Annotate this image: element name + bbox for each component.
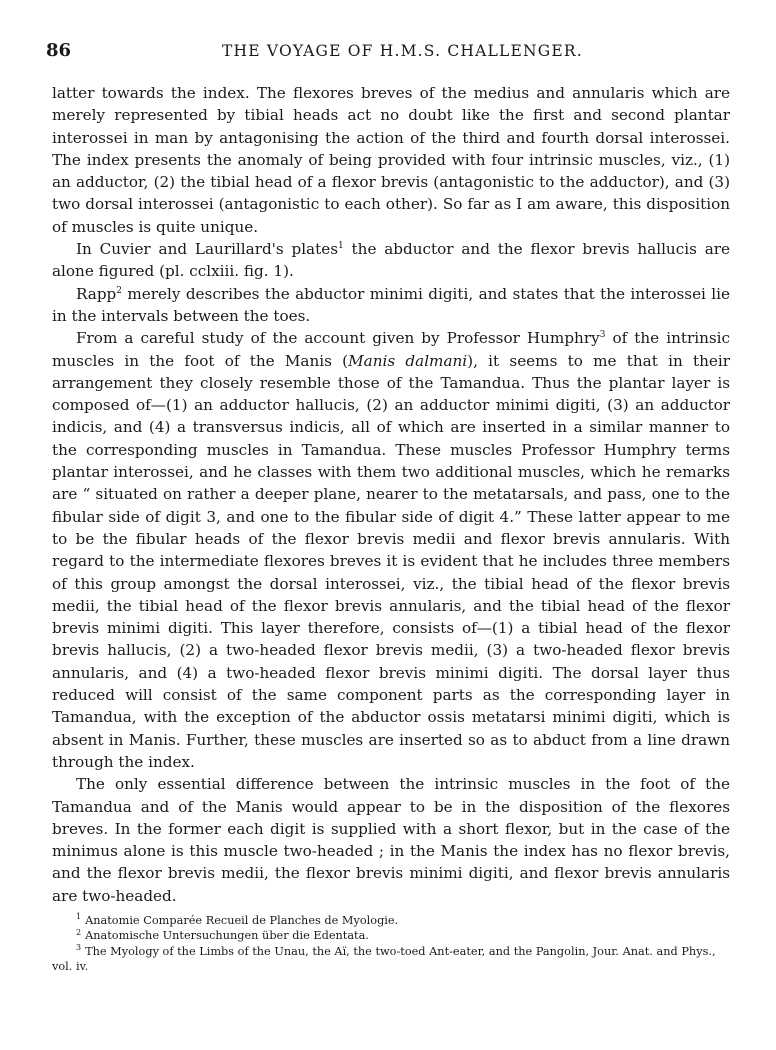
paragraph-text: The only essential difference between the intrinsic muscles in the foot of the Tamandua and of the Manis would appear to be in the disposition of the flexores breves. In the former each digit is supplied with a short flexor, but in the case of the minimus alone is this muscle two-headed ; in the Manis the index has no flexor brevis, and the flexor brevis medii, the flexor brevis minimi digiti, and flexor brevis annularis are two-headed. bbox=[52, 775, 730, 905]
footnote-mark: 1 bbox=[76, 912, 82, 922]
footnotes bbox=[46, 913, 730, 974]
page bbox=[46, 40, 730, 974]
footnote-mark: 2 bbox=[76, 927, 82, 937]
paragraph-4 bbox=[52, 327, 730, 773]
paragraph-text: latter towards the index. The flexores breves of the medius and annularis which are merely represented by tibial heads act no doubt like the first and second plantar interossei in man by antagonising the action of the third and fourth dorsal interossei. The index presents the anomaly of being provided with four intrinsic muscles, viz., (1) an adductor, (2) the tibial head of a flexor brevis (antagonistic to the adductor), and (3) two dorsal interossei (antagonistic to each other). So far as I am aware, this disposition of muscles is quite unique. bbox=[52, 84, 730, 236]
paragraph-text: the abductor and the flexor brevis hallucis are alone figured (pl. cclxiii. fig. 1). bbox=[52, 240, 730, 281]
body-text bbox=[46, 82, 730, 907]
footnote-text: Anatomische Untersuchungen über die Edentata. bbox=[85, 929, 369, 943]
footnote-mark: 3 bbox=[76, 942, 82, 952]
footnote-text: Anatomie Comparée Recueil de Planches de Myologie. bbox=[85, 913, 399, 927]
paragraph-text: Rapp bbox=[76, 284, 117, 303]
paragraph-3 bbox=[52, 283, 730, 328]
footnote-ref-1: 1 bbox=[338, 241, 344, 252]
running-title: THE VOYAGE OF H.M.S. CHALLENGER. bbox=[222, 42, 583, 60]
paragraph-text: merely describes the abductor minimi digiti, and states that the interossei lie in the intervals between the toes. bbox=[52, 284, 730, 325]
paragraph-text: In Cuvier and Laurillard's plates bbox=[76, 240, 338, 259]
footnote-2 bbox=[52, 928, 730, 943]
paragraph-text: of the intrinsic muscles in the foot of the Manis ( bbox=[52, 329, 731, 370]
page-header bbox=[46, 40, 730, 68]
footnote-ref-2: 2 bbox=[116, 285, 123, 296]
footnote-3 bbox=[52, 944, 730, 975]
footnote-1 bbox=[52, 913, 730, 928]
page-number: 86 bbox=[46, 40, 72, 61]
paragraph-text: ), it seems to me that in their arrangement they closely resemble those of the Tamandua. Thus the plantar layer is composed of—(1) an adductor hallucis, (2) an adductor minimi digiti, (3) an adductor indicis, and (4) a transversus indicis, all of which are inserted in a similar manner to the corresponding muscles in Tamandua. These muscles Professor Humphry terms plantar interossei, and he classes with them two additional muscles, which he remarks are “ situated on rather a deeper plane, nearer to the metatarsals, and pass, one to the fibular side of digit 3, and one to the fibular side of digit 4.” These latter appear to me to be the fibular heads of the flexor brevis medii and flexor brevis annularis. With regard to the intermediate flexores breves it is evident that he includes three members of this group amongst the dorsal interossei, viz., the tibial head of the flexor brevis medii, the tibial head of the flexor brevis annularis, and the tibial head of the flexor brevis minimi digiti. This layer therefore, consists of—(1) a tibial head of the flexor brevis hallucis, (2) a two-headed flexor brevis medii, (3) a two-headed flexor brevis annularis, and (4) a two-headed flexor brevis minimi digiti. The dorsal layer thus reduced will consist of the same component parts as the corresponding layer in Tamandua, with the exception of the abductor ossis metatarsi minimi digiti, which is absent in Manis. Further, these muscles are inserted so as to abduct from a line drawn through the index. bbox=[52, 351, 730, 771]
species-name: Manis dalmani bbox=[348, 351, 468, 370]
paragraph-5 bbox=[52, 773, 730, 907]
paragraph-text: From a careful study of the account given by Professor Humphry bbox=[76, 329, 600, 348]
footnote-text: The Myology of the Limbs of the Unau, the Aï, the two-toed Ant-eater, and the Pangolin, Jour. Anat. and Phys., vol. iv. bbox=[52, 944, 716, 973]
paragraph-2 bbox=[52, 238, 730, 283]
paragraph-1 bbox=[52, 82, 730, 238]
footnote-ref-3: 3 bbox=[599, 330, 606, 341]
